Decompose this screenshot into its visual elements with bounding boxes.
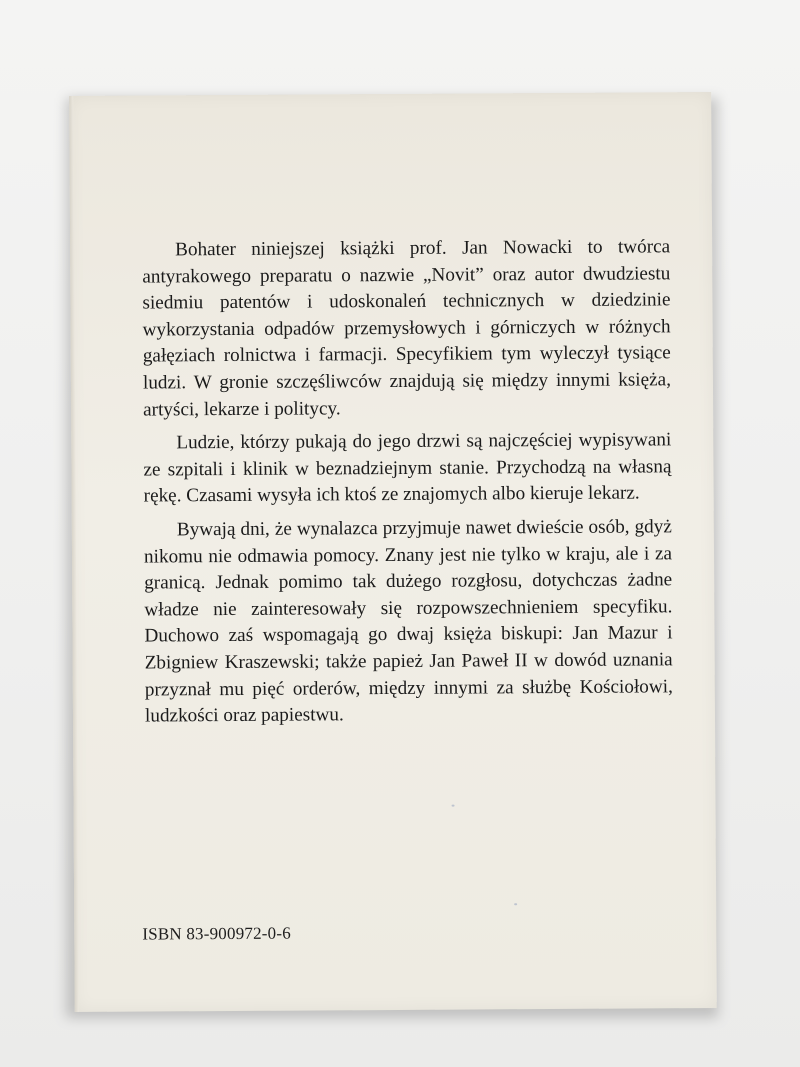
blurb-paragraph-2: Ludzie, którzy pukają do jego drzwi są najczęściej wypisywani ze szpitali i klinik w beznadziejnym stanie. Przychodzą na własną rękę. Czasami wysyła ich ktoś ze znajomych albo kieruje lekarz. bbox=[143, 429, 672, 507]
paper-speck bbox=[514, 903, 517, 905]
blurb-text bbox=[142, 234, 673, 737]
blurb-paragraph-1: Bohater niniejszej książki prof. Jan Nowacki to twórca antyrakowego preparatu o nazwie „Novit” oraz autor dwudziestu siedmiu patentów i udoskonaleń technicznych w dziedzinie wykorzystania odpadów przemysłowych i górniczych w różnych gałęziach rolnictwa i farmacji. Specyfikiem tym wyleczył tysiące ludzi. W gronie szczęśliwców znajdują się między innymi księża, artyści, lekarze i politycy. bbox=[142, 236, 672, 421]
isbn-number: ISBN 83-900972-0-6 bbox=[142, 923, 291, 944]
book-back-cover bbox=[69, 92, 717, 1012]
blurb-paragraph-3: Bywają dni, że wynalazca przyjmuje nawet dwieście osób, gdyż nikomu nie odmawia pomocy. Znany jest nie tylko w kraju, ale i za granicą. Jednak pomimo tak dużego rozgłosu, dotychczas żadne władze nie zainteresowały się rozpowszechnieniem specyfiku. Duchowo zaś wspomagają go dwaj księża biskupi: Jan Mazur i Zbigniew Kraszewski; także papież Jan Paweł II w dowód uznania przyznał mu pięć orderów, między innymi za służbę Kościołowi, ludzkości oraz papiestwu. bbox=[143, 516, 673, 727]
paper-speck bbox=[452, 805, 455, 807]
